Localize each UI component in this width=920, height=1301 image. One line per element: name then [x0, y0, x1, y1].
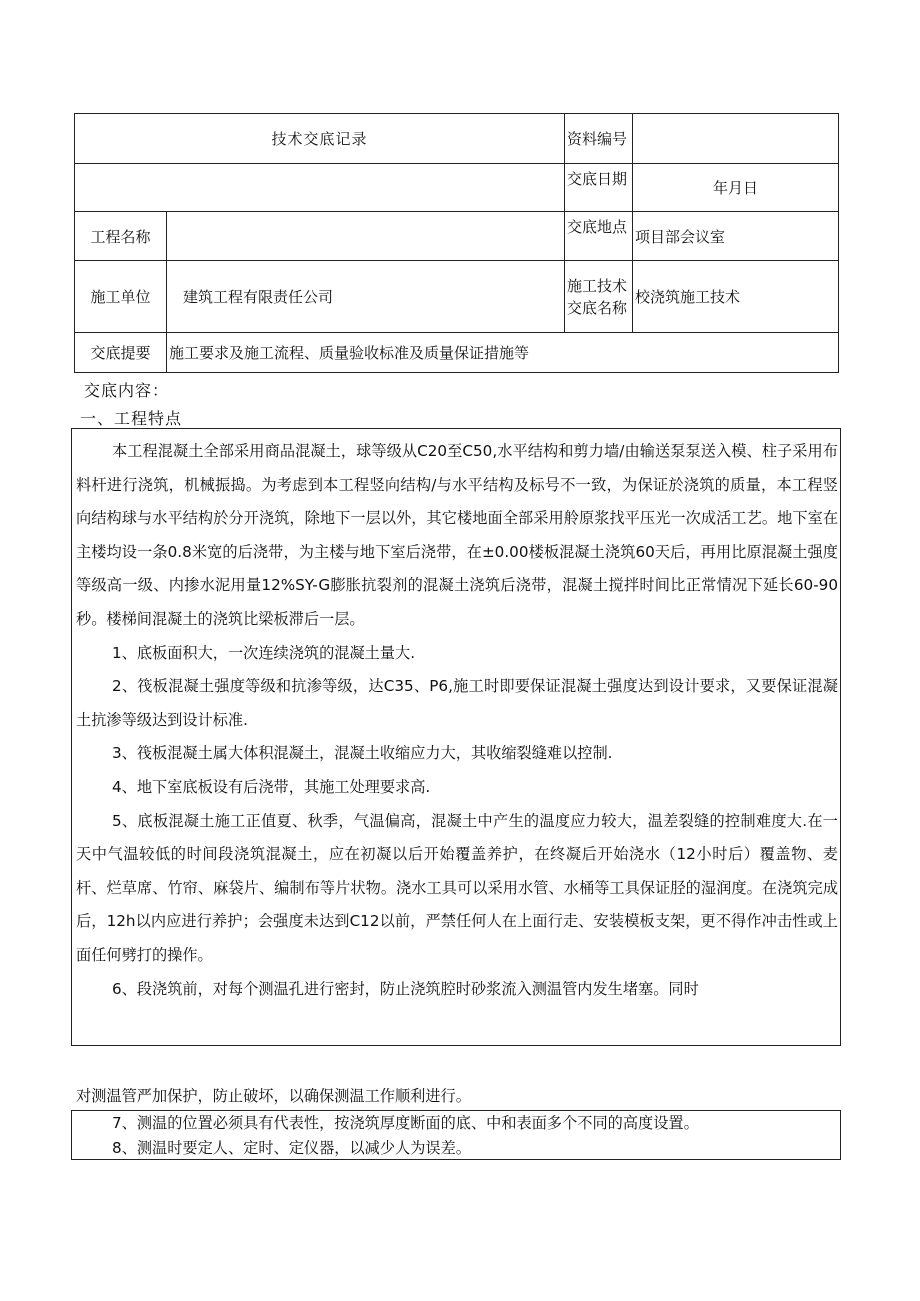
project-label: 工程名称: [75, 212, 167, 261]
list-item-8: 8、测温时要定人、定时、定仪器，以减少人为误差。: [112, 1139, 471, 1157]
summary-label: 交底提要: [75, 333, 167, 373]
location-label: 交底地点: [565, 212, 633, 261]
content-box-2: [71, 1110, 841, 1160]
list-item-2: 2、筏板混凝土强度等级和抗渗等级，达C35、P6,施工时即要保证混凝土强度达到设计要求，又要保证混凝土抗渗等级达到设计标准.: [76, 677, 838, 729]
list-item-3: 3、筏板混凝土属大体积混凝土，混凝土收缩应力大，其收缩裂缝难以控制.: [112, 744, 613, 763]
list-item-5: 5、底板混凝土施工正值夏、秋季，气温偏高，混凝土中产生的温度应力较大，温差裂缝的控制难度大.在一天中气温较低的时间段浇筑混凝土，应在初凝以后开始覆盖养护，在终凝后开始浇水（12小时后）覆盖物、麦杆、烂草席、竹帘、麻袋片、编制布等片状物。浇水工具可以采用水管、水桶等工具保证胫的湿润度。在浇筑完成后，12h以内应进行养护；会强度未达到C12以前，严禁任何人在上面行走、安装模板支架，更不得作冲击性或上面任何劈打的操作。: [76, 811, 838, 964]
list-item-6-continued: 对测温管严加保护，防止破坏，以确保测温工作顺利进行。: [76, 1087, 471, 1105]
list-item-7: 7、测温的位置必须具有代表性，按浇筑厚度断面的底、中和表面多个不同的高度设置。: [112, 1114, 699, 1132]
project-value: [167, 212, 565, 261]
unit-value: 建筑工程有限责任公司: [167, 261, 565, 333]
paragraph-intro: 本工程混凝土全部采用商品混凝土，球等级从C20至C50,水平结构和剪力墙/由输送泵泵送入模、柱子采用布料杆进行浇筑，机械振捣。为考虑到本工程竖向结构/与水平结构及标号不一致，为保证於浇筑的质量，本工程竖向结构球与水平结构於分开浇筑，除地下一层以外，其它楼地面全部采用舲原浆找平压光一次成活工艺。地下室在主楼均设一条0.8米宽的后浇带，为主楼与地下室后浇带，在±0.00楼板混凝土浇筑60天后，再用比原混凝土强度等级高一级、内掺水泥用量12%SY-G膨胀抗裂剂的混凝土浇筑后浇带，混凝土搅拌时间比正常情况下延长60-90秒。楼梯间混凝土的浇筑比梁板滞后一层。: [76, 442, 838, 628]
list-item-6: 6、段浇筑前，对每个测温孔进行密封，防止浇筑腔时砂浆流入测温管内发生堵塞。同时: [112, 979, 699, 998]
content-label: 交底内容：: [84, 381, 170, 400]
content-box-1: [71, 428, 841, 1046]
doc-no-label: 资料编号: [565, 114, 633, 164]
header-table: [74, 113, 839, 373]
date-label: 交底日期: [565, 164, 633, 212]
list-item-4: 4、地下室底板设有后浇带，其施工处理要求高.: [112, 777, 431, 796]
section-title: 一、工程特点: [80, 409, 183, 428]
unit-label: 施工单位: [75, 261, 167, 333]
tech-value: 校浇筑施工技术: [633, 261, 839, 333]
blank-cell: [75, 164, 565, 212]
summary-value: 施工要求及施工流程、质量验收标准及质量保证措施等: [167, 333, 839, 373]
list-item-1: 1、底板面积大，一次连续浇筑的混凝土量大.: [112, 643, 416, 662]
doc-no-value: [633, 114, 839, 164]
date-value: 年月日: [633, 164, 839, 212]
location-value: 项目部会议室: [633, 212, 839, 261]
tech-label: 施工技术交底名称: [565, 261, 633, 333]
document-title: 技术交底记录: [75, 114, 565, 164]
